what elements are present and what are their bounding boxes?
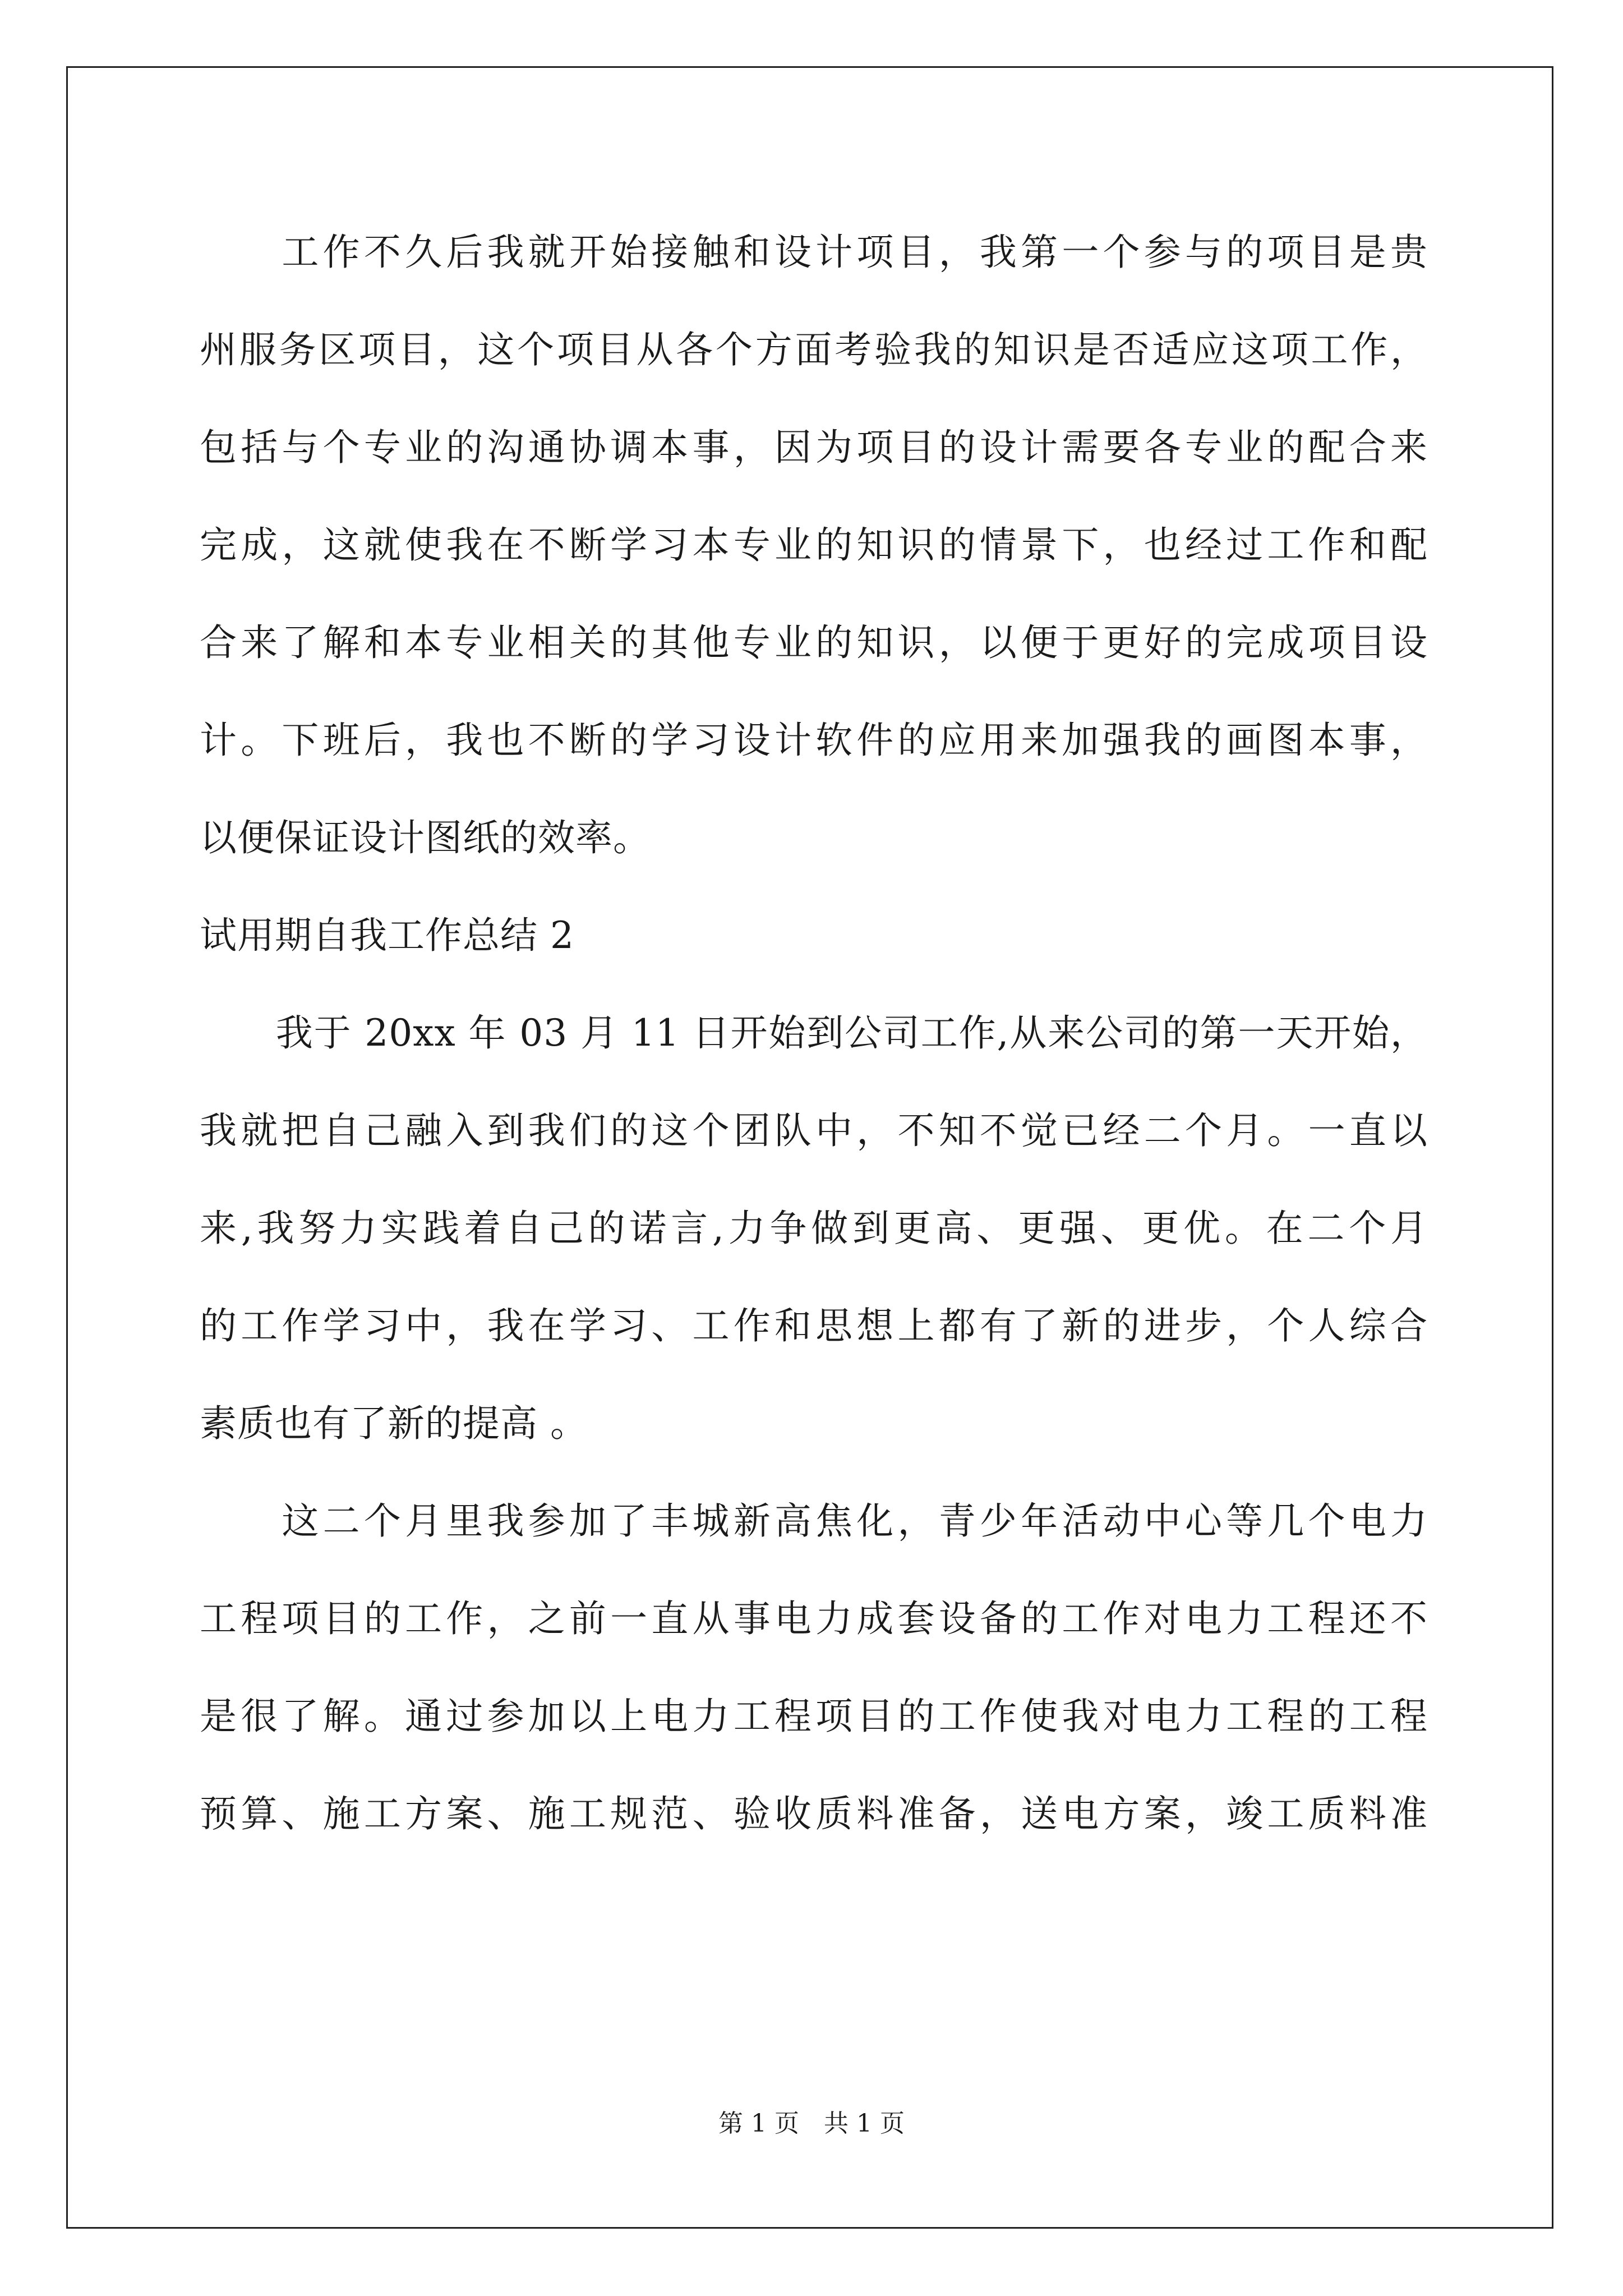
paragraph-line: 工作不久后我就开始接触和设计项目，我第一个参与的项目是贵 — [200, 231, 1428, 274]
paragraph-line: 工程项目的工作，之前一直从事电力成套设备的工作对电力工程还不 — [200, 1597, 1428, 1640]
paragraph-line: 包括与个专业的沟通协调本事，因为项目的设计需要各专业的配合来 — [200, 426, 1428, 469]
paragraph-line: 完成，这就使我在不断学习本专业的知识的情景下，也经过工作和配 — [200, 523, 1428, 567]
paragraph-line: 这二个月里我参加了丰城新高焦化，青少年活动中心等几个电力 — [200, 1499, 1428, 1543]
paragraph-line: 来,我努力实践着自己的诺言,力争做到更高、更强、更优。在二个月 — [200, 1207, 1428, 1250]
paragraph-line: 素质也有了新的提高 。 — [200, 1402, 588, 1445]
paragraph-line: 的工作学习中，我在学习、工作和思想上都有了新的进步，个人综合 — [200, 1304, 1428, 1347]
paragraph-line: 预算、施工方案、施工规范、验收质料准备，送电方案，竣工质料准 — [200, 1792, 1428, 1835]
paragraph-line: 以便保证设计图纸的效率。 — [200, 816, 651, 859]
paragraph-line: 合来了解和本专业相关的其他专业的知识，以便于更好的完成项目设 — [200, 621, 1428, 664]
page-number-footer: 第 1 页 共 1 页 — [718, 2109, 905, 2138]
section-heading: 试用期自我工作总结 2 — [200, 914, 574, 957]
paragraph-line: 我就把自己融入到我们的这个团队中，不知不觉已经二个月。一直以 — [200, 1109, 1428, 1152]
paragraph-line: 州服务区项目，这个项目从各个方面考验我的知识是否适应这项工作， — [200, 328, 1428, 371]
paragraph-line: 是很了解。通过参加以上电力工程项目的工作使我对电力工程的工程 — [200, 1695, 1428, 1738]
paragraph-line: 我于 20xx 年 03 月 11 日开始到公司工作,从来公司的第一天开始， — [200, 1011, 1428, 1055]
paragraph-line: 计。下班后，我也不断的学习设计软件的应用来加强我的画图本事， — [200, 719, 1428, 762]
